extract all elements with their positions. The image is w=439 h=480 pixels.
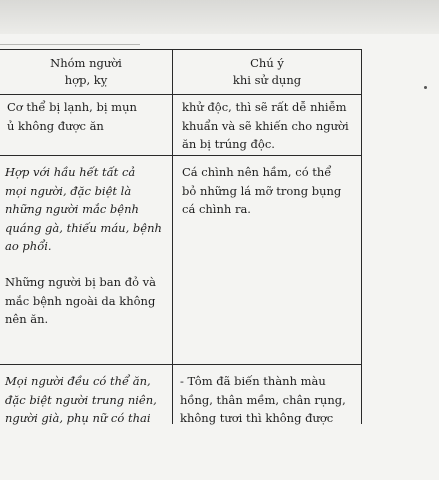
header-left-line-1: Nhóm người: [50, 56, 122, 70]
row3-left-line-1: Mọi người đều có thể ăn,: [5, 374, 151, 388]
row3-left-line-2: đặc biệt người trung niên,: [5, 392, 157, 407]
row3-right-line-1: - Tôm đã biến thành màu: [180, 374, 326, 388]
row1-left-line-2: ủ không được ăn: [7, 118, 104, 133]
row2-left-line-1: Những người bị ban đỏ và: [5, 275, 156, 289]
row1-right-line-2: khuẩn và sẽ khiến cho người: [182, 118, 349, 133]
header-left-line-2: hợp, kỵ: [64, 73, 108, 87]
scan-top-band: [0, 0, 439, 34]
row1-left-line-1: Cơ thể bị lạnh, bị mụn: [7, 100, 137, 114]
row3-right-cell: [180, 372, 360, 428]
row2-left-italic-line-5: ao phổi.: [5, 239, 52, 253]
row1-right-line-1: khử độc, thì sẽ rất dễ nhiễm: [182, 100, 347, 114]
row2-left-line-3: nên ăn.: [5, 312, 49, 326]
table-right-border: [361, 49, 362, 424]
row3-left-line-3: người già, phụ nữ có thai: [5, 411, 151, 425]
row2-right-line-1: Cá chình nên hầm, có thể: [182, 165, 332, 179]
row1-bottom-border: [0, 155, 362, 156]
scan-artifact-line: [0, 44, 140, 45]
column-divider: [172, 49, 173, 424]
row2-left-italic-block: [5, 163, 170, 256]
header-left-cell: [0, 55, 172, 89]
row1-right-cell: [182, 98, 360, 154]
header-right-line-1: Chú ý: [250, 56, 284, 70]
row2-left-italic-line-2: mọi người, đặc biệt là: [5, 183, 132, 198]
row1-right-line-3: ăn bị trúng độc.: [182, 137, 275, 151]
row3-right-line-2: hồng, thân mềm, chân rụng,: [180, 392, 346, 407]
document-table: [0, 49, 439, 480]
row2-left-italic-line-3: những người mắc bệnh: [5, 202, 139, 216]
row2-left-italic-line-1: Hợp với hầu hết tất cả: [5, 165, 136, 179]
header-right-line-2: khi sử dụng: [232, 73, 302, 87]
row1-left-cell: [7, 98, 170, 135]
row2-right-line-2: bỏ những lá mỡ trong bụng: [182, 183, 342, 198]
row2-right-cell: [182, 163, 360, 219]
header-right-cell: [173, 55, 361, 89]
row2-left-line-2: mắc bệnh ngoài da không: [5, 293, 156, 308]
header-bottom-border: [0, 94, 362, 95]
table-top-border: [0, 49, 362, 50]
scan-speck: [424, 86, 427, 89]
row3-right-line-3: không tươi thì không được: [180, 411, 334, 425]
row3-left-cell: [5, 372, 170, 428]
row2-left-italic-line-4: quáng gà, thiếu máu, bệnh: [5, 220, 162, 235]
row2-bottom-border: [0, 364, 362, 365]
row2-right-line-3: cá chình ra.: [182, 202, 251, 216]
row2-left-block: [5, 273, 170, 329]
